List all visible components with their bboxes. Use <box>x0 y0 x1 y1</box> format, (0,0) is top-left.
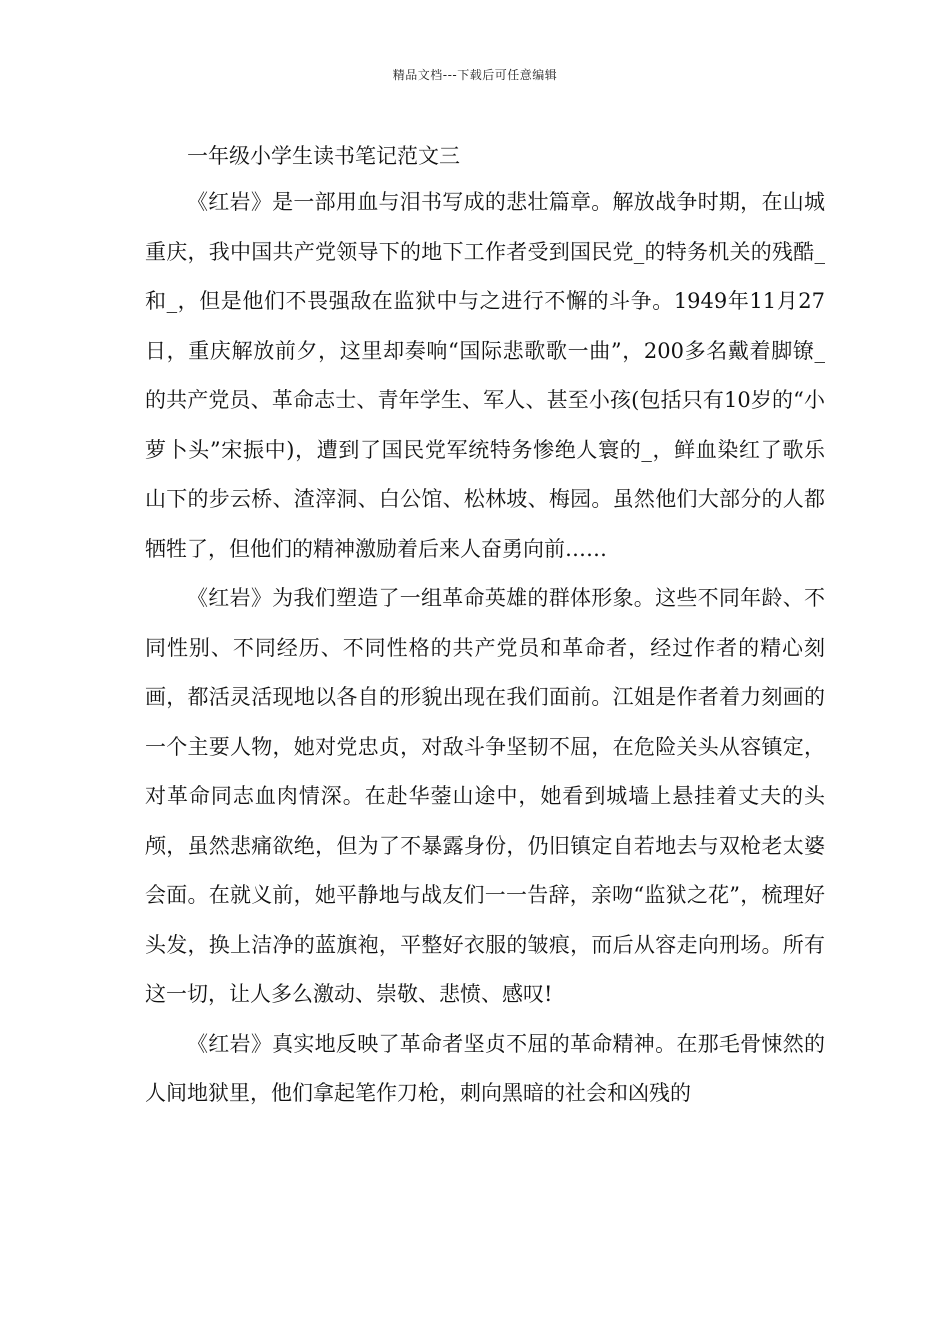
paragraph-1: 《红岩》是一部用血与泪书写成的悲壮篇章。解放战争时期，在山城重庆，我中国共产党领导下的地下工作者受到国民党_的特务机关的残酷_和_，但是他们不畏强敌在监狱中与之进行不懈的斗争。1949年11月27日，重庆解放前夕，这里却奏响“国际悲歌歌一曲”，200多名戴着脚镣_的共产党员、革命志士、青年学生、军人、甚至小孩(包括只有10岁的“小萝卜头”宋振中)，遭到了国民党军统特务惨绝人寰的_，鲜血染红了歌乐山下的步云桥、渣滓洞、白公馆、松林坡、梅园。虽然他们大部分的人都牺牲了，但他们的精神激励着后来人奋勇向前…… <box>145 190 825 561</box>
document-title: 一年级小学生读书笔记范文三 <box>187 144 460 168</box>
document-body <box>145 134 825 1119</box>
paragraph-2: 《红岩》为我们塑造了一组革命英雄的群体形象。这些不同年龄、不同性别、不同经历、不同性格的共产党员和革命者，经过作者的精心刻画，都活灵活现地以各自的形貌出现在我们面前。江姐是作者着力刻画的一个主要人物，她对党忠贞，对敌斗争坚韧不屈，在危险关头从容镇定，对革命同志血肉情深。在赴华蓥山途中，她看到城墙上悬挂着丈夫的头颅，虽然悲痛欲绝，但为了不暴露身份，仍旧镇定自若地去与双枪老太婆会面。在就义前，她平静地与战友们一一告辞，亲吻“监狱之花”，梳理好头发，换上洁净的蓝旗袍，平整好衣服的皱痕，而后从容走向刑场。所有这一切，让人多么激动、崇敬、悲愤、感叹! <box>145 586 825 1006</box>
paragraph-3: 《红岩》真实地反映了革命者坚贞不屈的革命精神。在那毛骨悚然的人间地狱里，他们拿起笔作刀枪，刺向黑暗的社会和凶残的 <box>145 1031 825 1105</box>
page-header: 精品文档---下载后可任意编辑 <box>392 68 558 82</box>
